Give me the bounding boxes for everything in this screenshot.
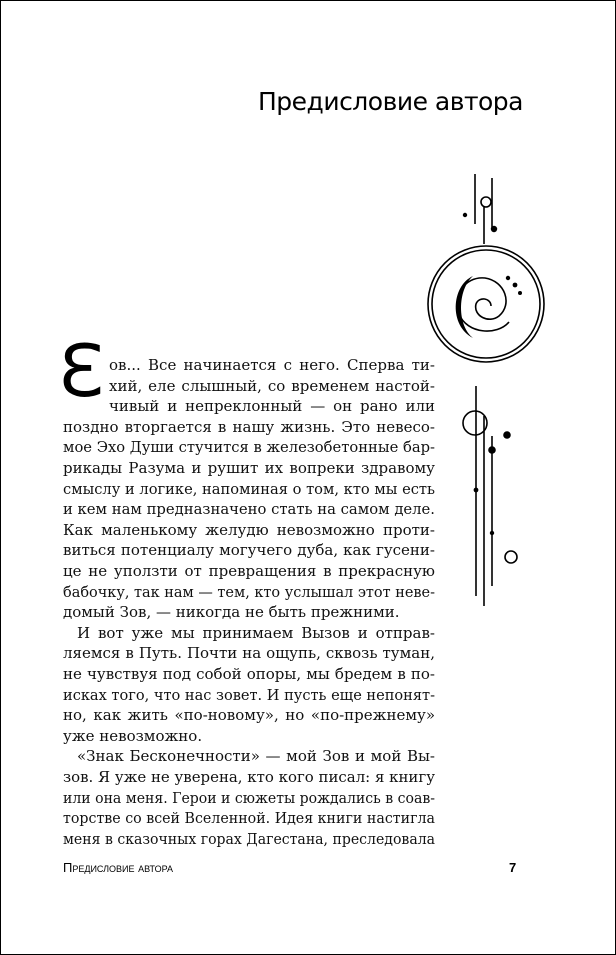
text-line: рикады Разума и рушит их вопреки здравому [63,459,435,477]
text-line: бабочку, так нам — тем, кто услышал этот неве- [63,582,435,601]
text-line: торстве со всей Вселенной. Идея книги настигла [63,809,435,828]
text-line: но, как жить «по-новому», но «по-прежнему» [63,706,435,725]
text-line: уже невозможно. [63,726,203,745]
text-line: хий, еле слышный, со временем настой- [109,376,435,395]
text-line: виться потенциалу могучего дуба, как гусени- [63,541,435,560]
text-line: и кем нам предназначено стать на самом деле. [63,500,435,519]
running-title: Предисловие автора [63,860,174,875]
page-number: 7 [509,860,517,875]
text-line: И вот уже мы принимаем Вызов и отправ- [77,623,435,642]
text-line: домый Зов, — никогда не быть прежними. [63,603,400,622]
text-line: мое Эхо Души стучится в железобетонные бар- [63,438,435,457]
chapter-title: Предисловие автора [257,87,523,116]
text-line: смыслу и логике, напоминая о том, кто мы есть [63,479,435,498]
text-line: или она меня. Герои и сюжеты рождались в соав- [63,788,435,807]
text-line: «Знак Бесконечности» — мой Зов и мой Вы- [77,747,435,766]
text-line: меня в сказочных горах Дагестана, преследовала [63,829,435,848]
drop-cap: З [58,329,105,413]
text-line: поздно вторгается в нашу жизнь. Это невесо- [63,417,435,436]
text-line: исках того, что нас зовет. И пусть еще непонят- [63,685,435,704]
text-line: ляемся в Путь. Почти на ощупь, сквозь туман, [63,644,435,663]
text-line: Как маленькому желудю невозможно проти- [63,520,435,539]
text-line: це не уползти от превращения в прекрасную [63,562,435,580]
text-line: не чувствуя под собой опоры, мы бредем в по- [63,665,435,683]
text-line: зов. Я уже не уверена, кто кого писал: я книгу [63,768,435,786]
text-line: чивый и непреклонный — он рано или [109,397,435,416]
text-line: ов... Все начинается с него. Сперва ти- [109,356,435,374]
spiral-ornament-icon [421,166,551,616]
